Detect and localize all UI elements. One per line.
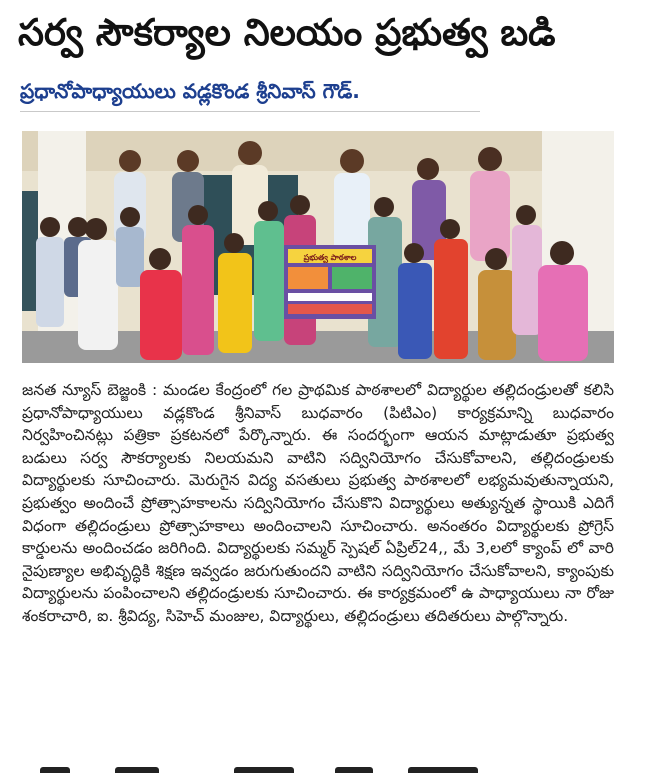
headline: సర్వ సౌకర్యాల నిలయం ప్రభుత్వ బడి — [18, 11, 556, 54]
poster-title: ప్రభుత్వ పాఠశాల — [303, 253, 357, 262]
article-paragraph: జనత న్యూస్ బెజ్జంకి : మండల కేంద్రంలో గల ప్రాథమిక పాఠశాలలో విద్యార్థుల తల్లిదండ్రులతో కలిసి ప్రధానోపాధ్యాయులు వడ్లకొండ శ్రీనివాస్ బుధవారం (పిటిఎం) కార్యక్రమాన్ని బుధవారం నిర్వహించినట్లు పత్రికా ప్రకటనలో పేర్కొన్నారు. ఈ సందర్భంగా ఆయన మాట్లాడుతూ ప్రభుత్వ బడులు సర్వ సౌకర్యాలకు నిలయమని వాటిని సద్వినియోగం చేసుకోవాలని, తల్లిదండ్రులకు విద్యార్థులకు సూచించారు. మెరుగైన విద్య వసతులు ప్రభుత్వ పాఠశాలలో లభ్యమవుతున్నాయని, ప్రభుత్వం అందించే ప్రోత్సాహకాలను సద్వినియోగం చేసుకొని విద్యార్థులు అత్యున్నత స్థాయికి ఎదిగే విధంగా తల్లిదండ్రులు ప్రోత్సాహకాలు అందించాలని సూచించారు. అనంతరం విద్యార్థులకు ప్రోగ్రెస్ కార్డులను అందించడం జరిగింది. విద్యార్థులకు సమ్మర్ స్పెషల్ ఏప్రిల్24,, మే 3,లలో క్యాంప్ లో వారి నైపుణ్యాల అభివృద్ధికి శిక్షణ ఇవ్వడం జరుగుతుందని వాటిని సద్వినియోగం చేసుకోవాలని, క్యాంపుకు విద్యార్థులను పంపించాలని తల్లిదండ్రులకు సూచించారు. ఈ కార్యక్రమంలో ఉ పాధ్యాయులు నా రోజు శంకరాచారి, ఐ. శ్రీవిద్య, సిహెచ్ మంజుల, విద్యార్థులు, తల్లిదండ్రులు తదితరులు పాల్గొన్నారు. — [22, 381, 614, 625]
subhead-divider — [20, 111, 480, 112]
subheadline: ప్రధానోపాధ్యాయులు వడ్లకొండ శ్రీనివాస్ గౌడ్. — [20, 79, 360, 103]
group-photo-illustration — [22, 131, 614, 363]
article-body — [22, 379, 614, 628]
next-headline-cutoff — [40, 760, 600, 773]
group-photo — [22, 131, 614, 363]
